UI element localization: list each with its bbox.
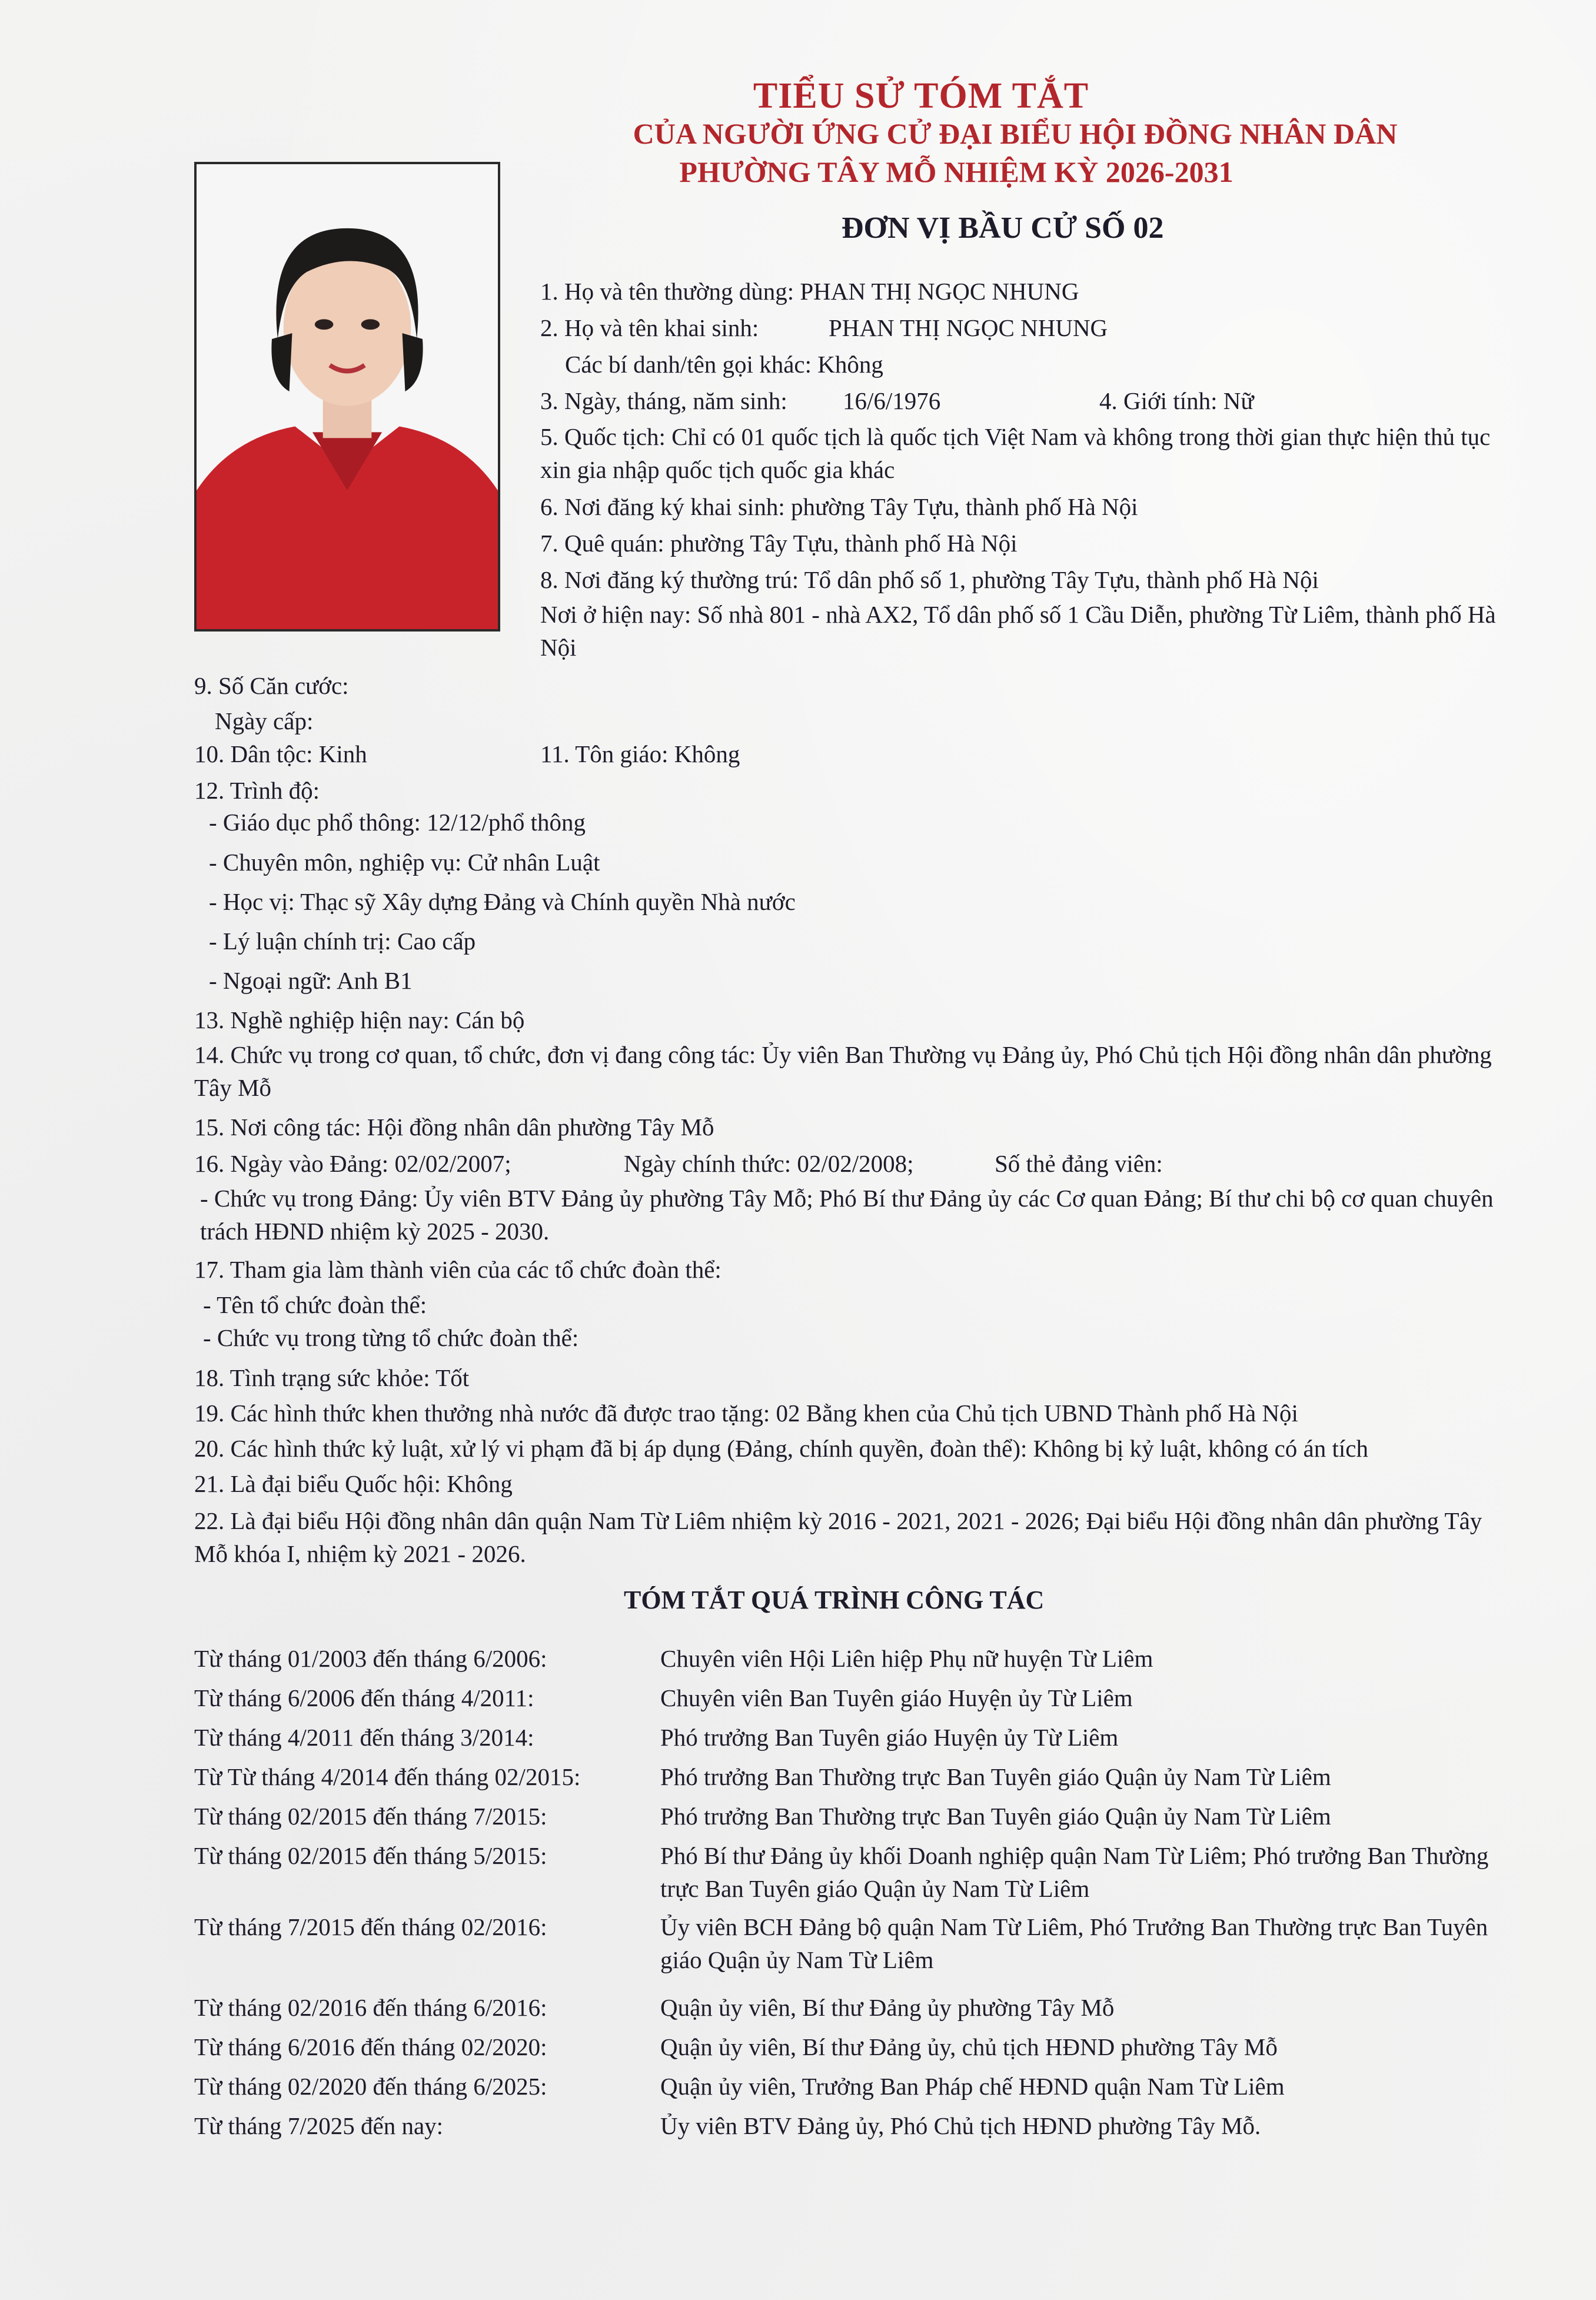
field-organizations: 17. Tham gia làm thành viên của các tổ chức đoàn thể:: [194, 1256, 721, 1283]
field-permanent-residence: 8. Nơi đăng ký thường trú: Tổ dân phố số 1, phường Tây Tựu, thành phố Hà Nội: [540, 566, 1319, 593]
work-period: Từ tháng 02/2020 đến tháng 6/2025:: [194, 2073, 547, 2100]
field-common-name: 1. Họ và tên thường dùng: PHAN THỊ NGỌC NHUNG: [540, 278, 1079, 305]
field-position: 14. Chức vụ trong cơ quan, tổ chức, đơn vị đang công tác: Ủy viên Ban Thường vụ Đảng ủy, Phó Chủ tịch Hội đồng nhân dân phường Tây Mỗ: [194, 1041, 1492, 1101]
field-education-degree: - Học vị: Thạc sỹ Xây dựng Đảng và Chính quyền Nhà nước: [209, 888, 796, 915]
field-party-position: - Chức vụ trong Đảng: Ủy viên BTV Đảng ủy phường Tây Mỗ; Phó Bí thư Đảng ủy các Cơ quan Đảng; Bí thư chi bộ cơ quan chuyên trách HĐND nhiệm kỳ 2025 - 2030.: [200, 1185, 1494, 1245]
field-ethnicity: 10. Dân tộc: Kinh: [194, 740, 367, 767]
field-aliases: Các bí danh/tên gọi khác: Không: [565, 351, 883, 378]
field-id-number: 9. Số Căn cước:: [194, 672, 349, 699]
candidate-photo: [194, 162, 500, 631]
field-education-professional: - Chuyên môn, nghiệp vụ: Cử nhân Luật: [209, 849, 600, 876]
work-period: Từ Từ tháng 4/2014 đến tháng 02/2015:: [194, 1763, 581, 1790]
work-description: Phó trưởng Ban Thường trực Ban Tuyên giáo Quận ủy Nam Từ Liêm: [660, 1763, 1331, 1790]
work-period: Từ tháng 02/2016 đến tháng 6/2016:: [194, 1994, 547, 2021]
work-description: Chuyên viên Hội Liên hiệp Phụ nữ huyện Từ Liêm: [660, 1645, 1153, 1672]
field-education-language: - Ngoại ngữ: Anh B1: [209, 967, 413, 994]
work-period: Từ tháng 02/2015 đến tháng 5/2015:: [194, 1842, 547, 1869]
work-history-heading: TÓM TẮT QUÁ TRÌNH CÔNG TÁC: [624, 1586, 1045, 1614]
work-period: Từ tháng 01/2003 đến tháng 6/2006:: [194, 1645, 547, 1672]
field-birth-name-label: 2. Họ và tên khai sinh:: [540, 314, 759, 341]
field-birth-registration: 6. Nơi đăng ký khai sinh: phường Tây Tựu, thành phố Hà Nội: [540, 493, 1138, 520]
field-education-general: - Giáo dục phổ thông: 12/12/phổ thông: [209, 809, 586, 836]
work-description: Quận ủy viên, Bí thư Đảng ủy, chủ tịch HĐND phường Tây Mỗ: [660, 2033, 1278, 2060]
document-subtitle-2: PHƯỜNG TÂY MỖ NHIỆM KỲ 2026-2031: [679, 155, 1233, 188]
field-party-join-date: 16. Ngày vào Đảng: 02/02/2007;: [194, 1150, 511, 1177]
field-education-political: - Lý luận chính trị: Cao cấp: [209, 928, 476, 955]
work-description: Phó trưởng Ban Tuyên giáo Huyện ủy Từ Liêm: [660, 1724, 1119, 1751]
field-occupation: 13. Nghề nghiệp hiện nay: Cán bộ: [194, 1006, 525, 1033]
work-period: Từ tháng 4/2011 đến tháng 3/2014:: [194, 1724, 534, 1751]
field-discipline: 20. Các hình thức kỷ luật, xử lý vi phạm đã bị áp dụng (Đảng, chính quyền, đoàn thể): Không bị kỷ luật, không có án tích: [194, 1435, 1368, 1462]
field-awards: 19. Các hình thức khen thưởng nhà nước đã được trao tặng: 02 Bằng khen của Chủ tịch UBND Thành phố Hà Nội: [194, 1400, 1298, 1427]
field-id-date: Ngày cấp:: [215, 707, 314, 734]
field-national-assembly: 21. Là đại biểu Quốc hội: Không: [194, 1470, 513, 1497]
field-party-official-date: Ngày chính thức: 02/02/2008;: [624, 1150, 914, 1177]
work-period: Từ tháng 7/2015 đến tháng 02/2016:: [194, 1913, 547, 1940]
field-party-card-number: Số thẻ đảng viên:: [995, 1150, 1163, 1177]
electoral-unit: ĐƠN VỊ BẦU CỬ SỐ 02: [842, 211, 1164, 245]
field-organization-role: - Chức vụ trong từng tổ chức đoàn thể:: [203, 1324, 579, 1351]
document-subtitle-1: CỦA NGƯỜI ỨNG CỬ ĐẠI BIỂU HỘI ĐỒNG NHÂN DÂN: [633, 117, 1398, 150]
field-current-residence: Nơi ở hiện nay: Số nhà 801 - nhà AX2, Tổ dân phố số 1 Cầu Diễn, phường Từ Liêm, thành phố Hà Nội: [540, 601, 1496, 661]
work-description: Quận ủy viên, Trưởng Ban Pháp chế HĐND quận Nam Từ Liêm: [660, 2073, 1285, 2100]
field-religion: 11. Tôn giáo: Không: [540, 740, 740, 767]
work-period: Từ tháng 6/2016 đến tháng 02/2020:: [194, 2033, 547, 2060]
field-dob-value: 16/6/1976: [843, 387, 941, 414]
work-period: Từ tháng 02/2015 đến tháng 7/2015:: [194, 1803, 547, 1830]
work-description: Phó Bí thư Đảng ủy khối Doanh nghiệp quận Nam Từ Liêm; Phó trưởng Ban Thường trực Ban Tuyên giáo Quận ủy Nam Từ Liêm: [660, 1842, 1489, 1902]
work-description: Ủy viên BCH Đảng bộ quận Nam Từ Liêm, Phó Trưởng Ban Thường trực Ban Tuyên giáo Quận ủy Nam Từ Liêm: [660, 1913, 1488, 1973]
field-birth-name-value: PHAN THỊ NGỌC NHUNG: [829, 314, 1108, 341]
work-description: Chuyên viên Ban Tuyên giáo Huyện ủy Từ Liêm: [660, 1684, 1133, 1711]
field-hometown: 7. Quê quán: phường Tây Tựu, thành phố Hà Nội: [540, 530, 1018, 557]
field-gender: 4. Giới tính: Nữ: [1099, 387, 1254, 414]
field-council-history: 22. Là đại biểu Hội đồng nhân dân quận Nam Từ Liêm nhiệm kỳ 2016 - 2021, 2021 - 2026; Đại biểu Hội đồng nhân dân phường Tây Mỗ khóa I, nhiệm kỳ 2021 - 2026.: [194, 1507, 1482, 1567]
work-description: Quận ủy viên, Bí thư Đảng ủy phường Tây Mỗ: [660, 1994, 1115, 2021]
work-period: Từ tháng 7/2025 đến nay:: [194, 2112, 444, 2139]
document-title: TIỂU SỬ TÓM TẮT: [753, 76, 1089, 116]
work-description: Phó trưởng Ban Thường trực Ban Tuyên giáo Quận ủy Nam Từ Liêm: [660, 1803, 1331, 1830]
field-nationality: 5. Quốc tịch: Chỉ có 01 quốc tịch là quốc tịch Việt Nam và không trong thời gian thực hiện thủ tục xin gia nhập quốc tịch quốc gia khác: [540, 423, 1491, 483]
work-description: Ủy viên BTV Đảng ủy, Phó Chủ tịch HĐND phường Tây Mỗ.: [660, 2112, 1261, 2139]
field-education-heading: 12. Trình độ:: [194, 777, 320, 804]
work-period: Từ tháng 6/2006 đến tháng 4/2011:: [194, 1684, 534, 1711]
field-organization-name: - Tên tổ chức đoàn thể:: [203, 1291, 427, 1318]
field-workplace: 15. Nơi công tác: Hội đồng nhân dân phường Tây Mỗ: [194, 1114, 714, 1141]
field-health: 18. Tình trạng sức khỏe: Tốt: [194, 1364, 470, 1391]
field-dob-label: 3. Ngày, tháng, năm sinh:: [540, 387, 787, 414]
